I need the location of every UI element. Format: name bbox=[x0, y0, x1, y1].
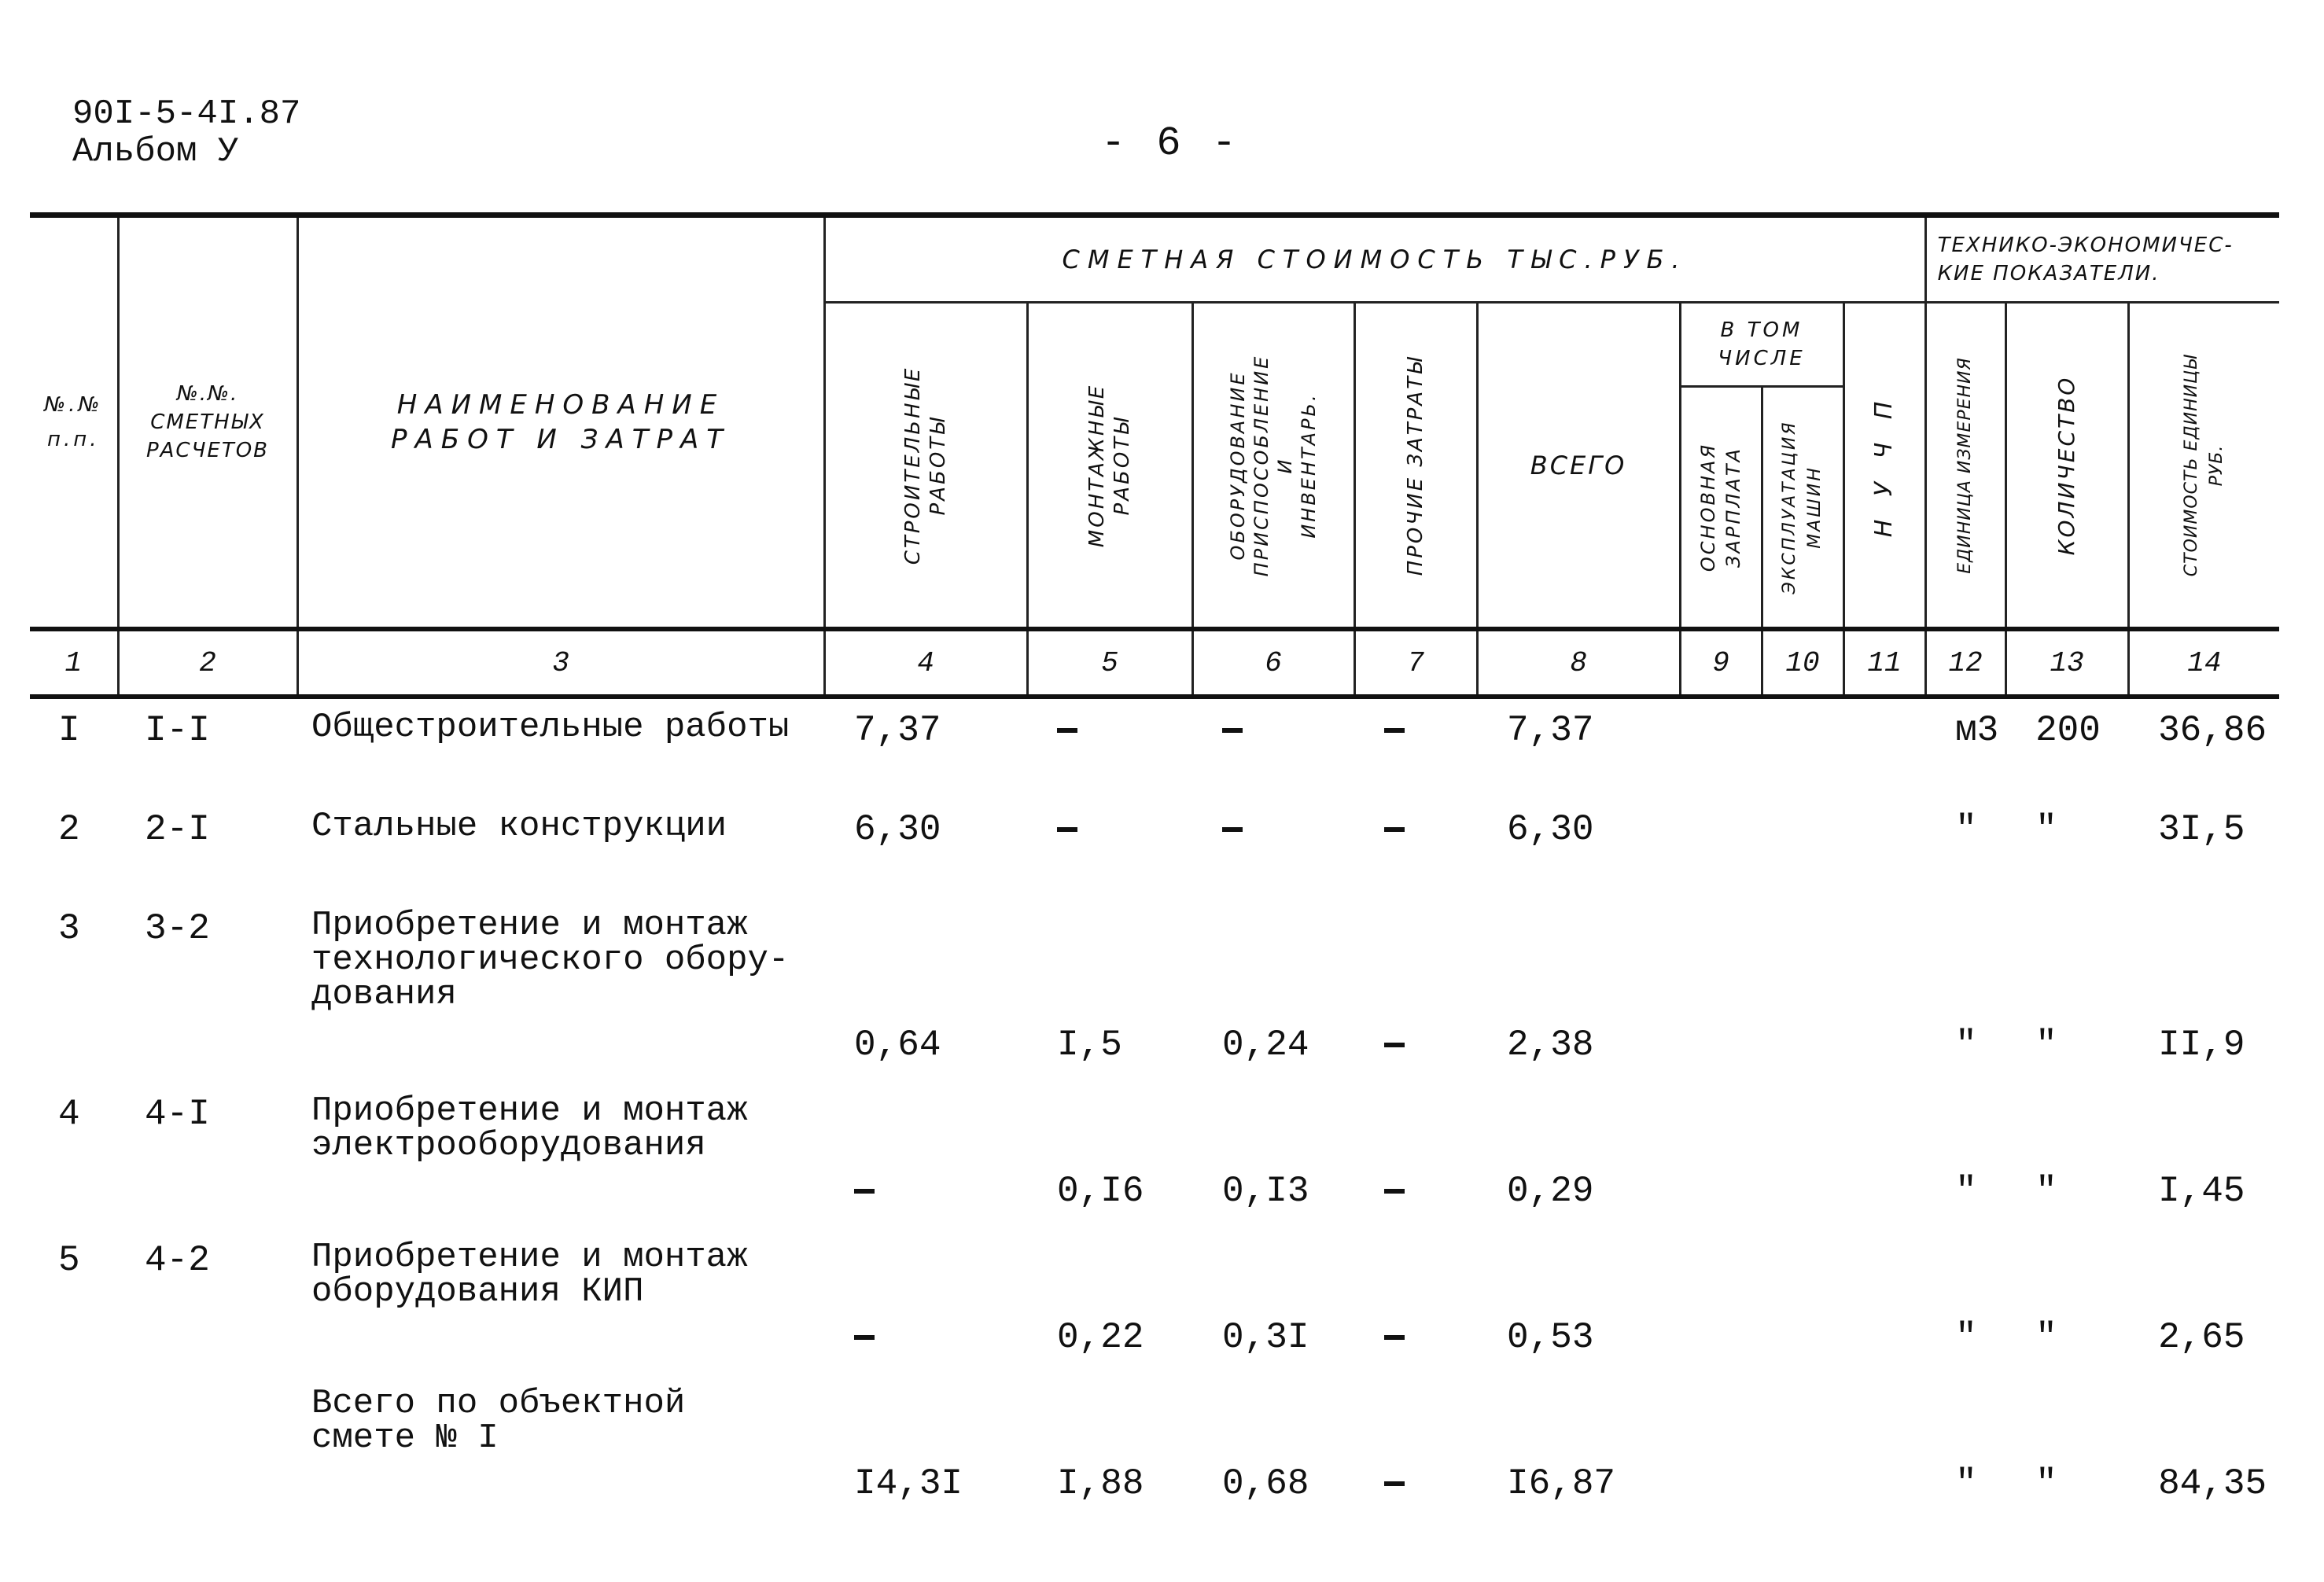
cell-nuchp bbox=[1843, 897, 1925, 1083]
cell-equip bbox=[1192, 798, 1354, 897]
cell-text: 5 bbox=[58, 1240, 80, 1281]
cell-text: 0,64 bbox=[854, 1025, 941, 1065]
cell-qty bbox=[2005, 798, 2128, 897]
col-number: 6 bbox=[1192, 629, 1354, 697]
cell-name bbox=[297, 697, 824, 798]
col-number: 2 bbox=[118, 629, 297, 697]
album-label: Альбом У bbox=[72, 132, 239, 171]
cell-text: 2 bbox=[58, 809, 80, 850]
cell-salary bbox=[1680, 1083, 1762, 1229]
cell-text: I,5 bbox=[1057, 1025, 1122, 1065]
header-unitcost-label: СТОИМОСТЬ ЕДИНИЦЫ РУБ. bbox=[2181, 354, 2226, 576]
dash-mark bbox=[854, 1189, 875, 1194]
header-incl-label: В ТОМ ЧИСЛЕ bbox=[1718, 318, 1806, 370]
cell-total bbox=[1477, 1083, 1680, 1229]
cell-n bbox=[30, 1083, 118, 1229]
table-row bbox=[30, 798, 2279, 897]
dash-mark bbox=[1057, 827, 1077, 832]
col-number: 8 bbox=[1477, 629, 1680, 697]
cell-equip bbox=[1192, 1375, 1354, 1521]
cell-qty bbox=[2005, 897, 2128, 1083]
document-code: 90I-5-4I.87 bbox=[72, 94, 301, 134]
cell-text: 7,37 bbox=[1507, 710, 1594, 751]
header-calc-cell bbox=[118, 215, 297, 630]
cell-text: I4,3I bbox=[854, 1463, 963, 1504]
cell-machines bbox=[1762, 1229, 1843, 1375]
cell-name bbox=[297, 1083, 824, 1229]
cell-salary bbox=[1680, 1229, 1762, 1375]
cell-text: 6,30 bbox=[1507, 809, 1594, 850]
cell-nuchp bbox=[1843, 798, 1925, 897]
col-number: 14 bbox=[2128, 629, 2279, 697]
cell-text: 0,I6 bbox=[1057, 1171, 1144, 1212]
cell-unit-cost bbox=[2128, 697, 2279, 798]
cell-machines bbox=[1762, 897, 1843, 1083]
col-number: 10 bbox=[1762, 629, 1843, 697]
estimate-table bbox=[30, 212, 2279, 1521]
cell-text: Стальные конструкции bbox=[311, 807, 727, 846]
cell-n bbox=[30, 1375, 118, 1521]
header-total-label: ВСЕГО bbox=[1530, 450, 1627, 480]
cell-other bbox=[1354, 697, 1477, 798]
cell-unit bbox=[1925, 897, 2005, 1083]
cell-text: м3 bbox=[1955, 710, 1999, 751]
cell-text: " bbox=[1955, 1317, 1977, 1358]
header-tech-group bbox=[1925, 215, 2279, 303]
cell-text: 0,68 bbox=[1222, 1463, 1309, 1504]
cell-text: 4-2 bbox=[145, 1240, 210, 1281]
header-name-cell bbox=[297, 215, 824, 630]
cell-text: 3-2 bbox=[145, 908, 210, 949]
cell-mount bbox=[1027, 1083, 1192, 1229]
cell-text: 0,53 bbox=[1507, 1317, 1594, 1358]
cell-equip bbox=[1192, 897, 1354, 1083]
header-cost-group-label: СМЕТНАЯ СТОИМОСТЬ ТЫС.РУБ. bbox=[1062, 245, 1688, 274]
cell-text: " bbox=[2035, 1025, 2057, 1065]
cell-text: " bbox=[1955, 809, 1977, 850]
cell-unit bbox=[1925, 1229, 2005, 1375]
col-number: 13 bbox=[2005, 629, 2128, 697]
cell-ref bbox=[118, 798, 297, 897]
cell-n bbox=[30, 798, 118, 897]
cell-machines bbox=[1762, 1083, 1843, 1229]
dash-mark bbox=[854, 1335, 875, 1340]
cell-total bbox=[1477, 1229, 1680, 1375]
cell-text: Приобретение и монтаж оборудования КИП bbox=[311, 1238, 748, 1312]
cell-text: " bbox=[2035, 1317, 2057, 1358]
column-number-row bbox=[30, 629, 2279, 697]
cell-ref bbox=[118, 1229, 297, 1375]
cell-other bbox=[1354, 1229, 1477, 1375]
header-qty-label: КОЛИЧЕСТВО bbox=[2053, 375, 2080, 555]
cell-text: Общестроительные работы bbox=[311, 708, 790, 747]
cell-build bbox=[824, 798, 1027, 897]
header-nn-cell bbox=[30, 215, 118, 630]
cell-unit-cost bbox=[2128, 897, 2279, 1083]
header-nuchp-label: Н У Ч П bbox=[1870, 393, 1899, 537]
cell-total bbox=[1477, 798, 1680, 897]
cell-mount bbox=[1027, 697, 1192, 798]
cell-unit-cost bbox=[2128, 1083, 2279, 1229]
cell-other bbox=[1354, 1083, 1477, 1229]
cell-text: 3 bbox=[58, 908, 80, 949]
cell-text: 0,29 bbox=[1507, 1171, 1594, 1212]
page-number: - 6 - bbox=[1101, 120, 1240, 167]
cell-text: I,45 bbox=[2158, 1171, 2245, 1212]
cell-equip bbox=[1192, 1229, 1354, 1375]
cell-text: I bbox=[58, 710, 80, 751]
cell-text: 2,38 bbox=[1507, 1025, 1594, 1065]
header-build-label: СТРОИТЕЛЬНЫЕ РАБОТЫ bbox=[901, 366, 950, 565]
header-qty-cell bbox=[2005, 303, 2128, 630]
cell-unit bbox=[1925, 1375, 2005, 1521]
header-unitcost-cell bbox=[2128, 303, 2279, 630]
cell-ref bbox=[118, 697, 297, 798]
cell-text: 0,24 bbox=[1222, 1025, 1309, 1065]
dash-mark bbox=[1222, 827, 1243, 832]
dash-mark bbox=[1057, 728, 1077, 733]
cell-text: 6,30 bbox=[854, 809, 941, 850]
col-number: 4 bbox=[824, 629, 1027, 697]
col-number: 9 bbox=[1680, 629, 1762, 697]
header-calc-label: №.№. СМЕТНЫХ РАСЧЕТОВ bbox=[145, 382, 270, 462]
cell-text: " bbox=[2035, 1171, 2057, 1212]
cell-mount bbox=[1027, 1229, 1192, 1375]
cell-salary bbox=[1680, 897, 1762, 1083]
cell-nuchp bbox=[1843, 1083, 1925, 1229]
cell-salary bbox=[1680, 798, 1762, 897]
cell-text: Приобретение и монтаж технологического обору- дования bbox=[311, 906, 790, 1014]
cell-n bbox=[30, 697, 118, 798]
header-cost-group bbox=[824, 215, 1925, 303]
cell-text: " bbox=[1955, 1025, 1977, 1065]
dash-mark bbox=[1384, 827, 1405, 832]
col-number: 1 bbox=[30, 629, 118, 697]
cell-text: " bbox=[1955, 1463, 1977, 1504]
cell-unit bbox=[1925, 697, 2005, 798]
cell-text: 0,I3 bbox=[1222, 1171, 1309, 1212]
cell-text: 3I,5 bbox=[2158, 809, 2245, 850]
header-unit-cell bbox=[1925, 303, 2005, 630]
cell-qty bbox=[2005, 1083, 2128, 1229]
header-salary-cell bbox=[1680, 387, 1762, 630]
cell-salary bbox=[1680, 697, 1762, 798]
col-number: 3 bbox=[297, 629, 824, 697]
header-nn-label: №.№ п.п. bbox=[44, 393, 103, 451]
cell-total bbox=[1477, 897, 1680, 1083]
cell-build bbox=[824, 897, 1027, 1083]
header-tech-group-label: ТЕХНИКО-ЭКОНОМИЧЕС- КИЕ ПОКАЗАТЕЛИ. bbox=[1937, 234, 2234, 285]
cell-text: 4 bbox=[58, 1094, 80, 1135]
cell-text: " bbox=[1955, 1171, 1977, 1212]
cell-mount bbox=[1027, 798, 1192, 897]
cell-other bbox=[1354, 1375, 1477, 1521]
col-number: 11 bbox=[1843, 629, 1925, 697]
col-number: 12 bbox=[1925, 629, 2005, 697]
table-row bbox=[30, 1083, 2279, 1229]
col-number: 7 bbox=[1354, 629, 1477, 697]
cell-text: 36,86 bbox=[2158, 710, 2267, 751]
table-row bbox=[30, 897, 2279, 1083]
header-build-cell bbox=[824, 303, 1027, 630]
cell-text: 0,3I bbox=[1222, 1317, 1309, 1358]
cell-unit bbox=[1925, 1083, 2005, 1229]
cell-text: II,9 bbox=[2158, 1025, 2245, 1065]
cell-equip bbox=[1192, 697, 1354, 798]
table-row bbox=[30, 1375, 2279, 1521]
cell-ref bbox=[118, 1375, 297, 1521]
cell-qty bbox=[2005, 697, 2128, 798]
col-number: 5 bbox=[1027, 629, 1192, 697]
cell-n bbox=[30, 1229, 118, 1375]
cell-name bbox=[297, 897, 824, 1083]
cell-text: " bbox=[2035, 1463, 2057, 1504]
header-mount-cell bbox=[1027, 303, 1192, 630]
dash-mark bbox=[1384, 1189, 1405, 1194]
cell-nuchp bbox=[1843, 697, 1925, 798]
header-unit-label: ЕДИНИЦА ИЗМЕРЕНИЯ bbox=[1955, 356, 1976, 574]
header-salary-label: ОСНОВНАЯ ЗАРПЛАТА bbox=[1697, 442, 1744, 572]
header-total-cell bbox=[1477, 303, 1680, 630]
cell-nuchp bbox=[1843, 1229, 1925, 1375]
cell-mount bbox=[1027, 1375, 1192, 1521]
cell-mount bbox=[1027, 897, 1192, 1083]
cell-build bbox=[824, 1083, 1027, 1229]
dash-mark bbox=[1384, 1481, 1405, 1486]
dash-mark bbox=[1384, 1335, 1405, 1340]
cell-total bbox=[1477, 697, 1680, 798]
cell-unit-cost bbox=[2128, 1375, 2279, 1521]
header-mount-label: МОНТАЖНЫЕ РАБОТЫ bbox=[1085, 383, 1134, 547]
table-row bbox=[30, 697, 2279, 798]
header-machines-label: ЭКСПЛУАТАЦИЯ МАШИН bbox=[1780, 420, 1825, 594]
cell-text: Всего по объектной смете № I bbox=[311, 1384, 686, 1458]
cell-n bbox=[30, 897, 118, 1083]
cell-unit-cost bbox=[2128, 798, 2279, 897]
header-nuchp-cell bbox=[1843, 303, 1925, 630]
dash-mark bbox=[1222, 728, 1243, 733]
cell-text: 4-I bbox=[145, 1094, 210, 1135]
cell-text: 84,35 bbox=[2158, 1463, 2267, 1504]
cell-build bbox=[824, 1229, 1027, 1375]
table-row bbox=[30, 1229, 2279, 1375]
cell-nuchp bbox=[1843, 1375, 1925, 1521]
table-body bbox=[30, 697, 2279, 1521]
cell-qty bbox=[2005, 1375, 2128, 1521]
dash-mark bbox=[1384, 1043, 1405, 1047]
cell-text: I6,87 bbox=[1507, 1463, 1616, 1504]
cell-ref bbox=[118, 897, 297, 1083]
header-incl-group bbox=[1680, 303, 1843, 387]
cell-text: 2,65 bbox=[2158, 1317, 2245, 1358]
header-name-label: НАИМЕНОВАНИЕ РАБОТ И ЗАТРАТ bbox=[390, 389, 731, 455]
dash-mark bbox=[1384, 728, 1405, 733]
cell-text: I-I bbox=[145, 710, 210, 751]
header-machines-cell bbox=[1762, 387, 1843, 630]
cell-unit-cost bbox=[2128, 1229, 2279, 1375]
cell-text: " bbox=[2035, 809, 2057, 850]
cell-text: 0,22 bbox=[1057, 1317, 1144, 1358]
cell-text: 200 bbox=[2035, 710, 2101, 751]
cell-text: I,88 bbox=[1057, 1463, 1144, 1504]
cell-build bbox=[824, 1375, 1027, 1521]
cell-equip bbox=[1192, 1083, 1354, 1229]
cell-machines bbox=[1762, 798, 1843, 897]
cell-other bbox=[1354, 798, 1477, 897]
cell-name bbox=[297, 1229, 824, 1375]
header-other-cell bbox=[1354, 303, 1477, 630]
header-equip-cell bbox=[1192, 303, 1354, 630]
header-other-label: ПРОЧИЕ ЗАТРАТЫ bbox=[1404, 355, 1427, 576]
cell-machines bbox=[1762, 697, 1843, 798]
cell-ref bbox=[118, 1083, 297, 1229]
cell-name bbox=[297, 1375, 824, 1521]
header-equip-label: ОБОРУДОВАНИЕ ПРИСПОСОБЛЕНИЕ И ИНВЕНТАРЬ. bbox=[1227, 354, 1320, 576]
cell-salary bbox=[1680, 1375, 1762, 1521]
cell-total bbox=[1477, 1375, 1680, 1521]
cell-name bbox=[297, 798, 824, 897]
cell-build bbox=[824, 697, 1027, 798]
cell-machines bbox=[1762, 1375, 1843, 1521]
cell-text: Приобретение и монтаж электрооборудования bbox=[311, 1091, 748, 1165]
cell-text: 7,37 bbox=[854, 710, 941, 751]
cell-other bbox=[1354, 897, 1477, 1083]
cell-unit bbox=[1925, 798, 2005, 897]
cell-text: 2-I bbox=[145, 809, 210, 850]
cell-qty bbox=[2005, 1229, 2128, 1375]
